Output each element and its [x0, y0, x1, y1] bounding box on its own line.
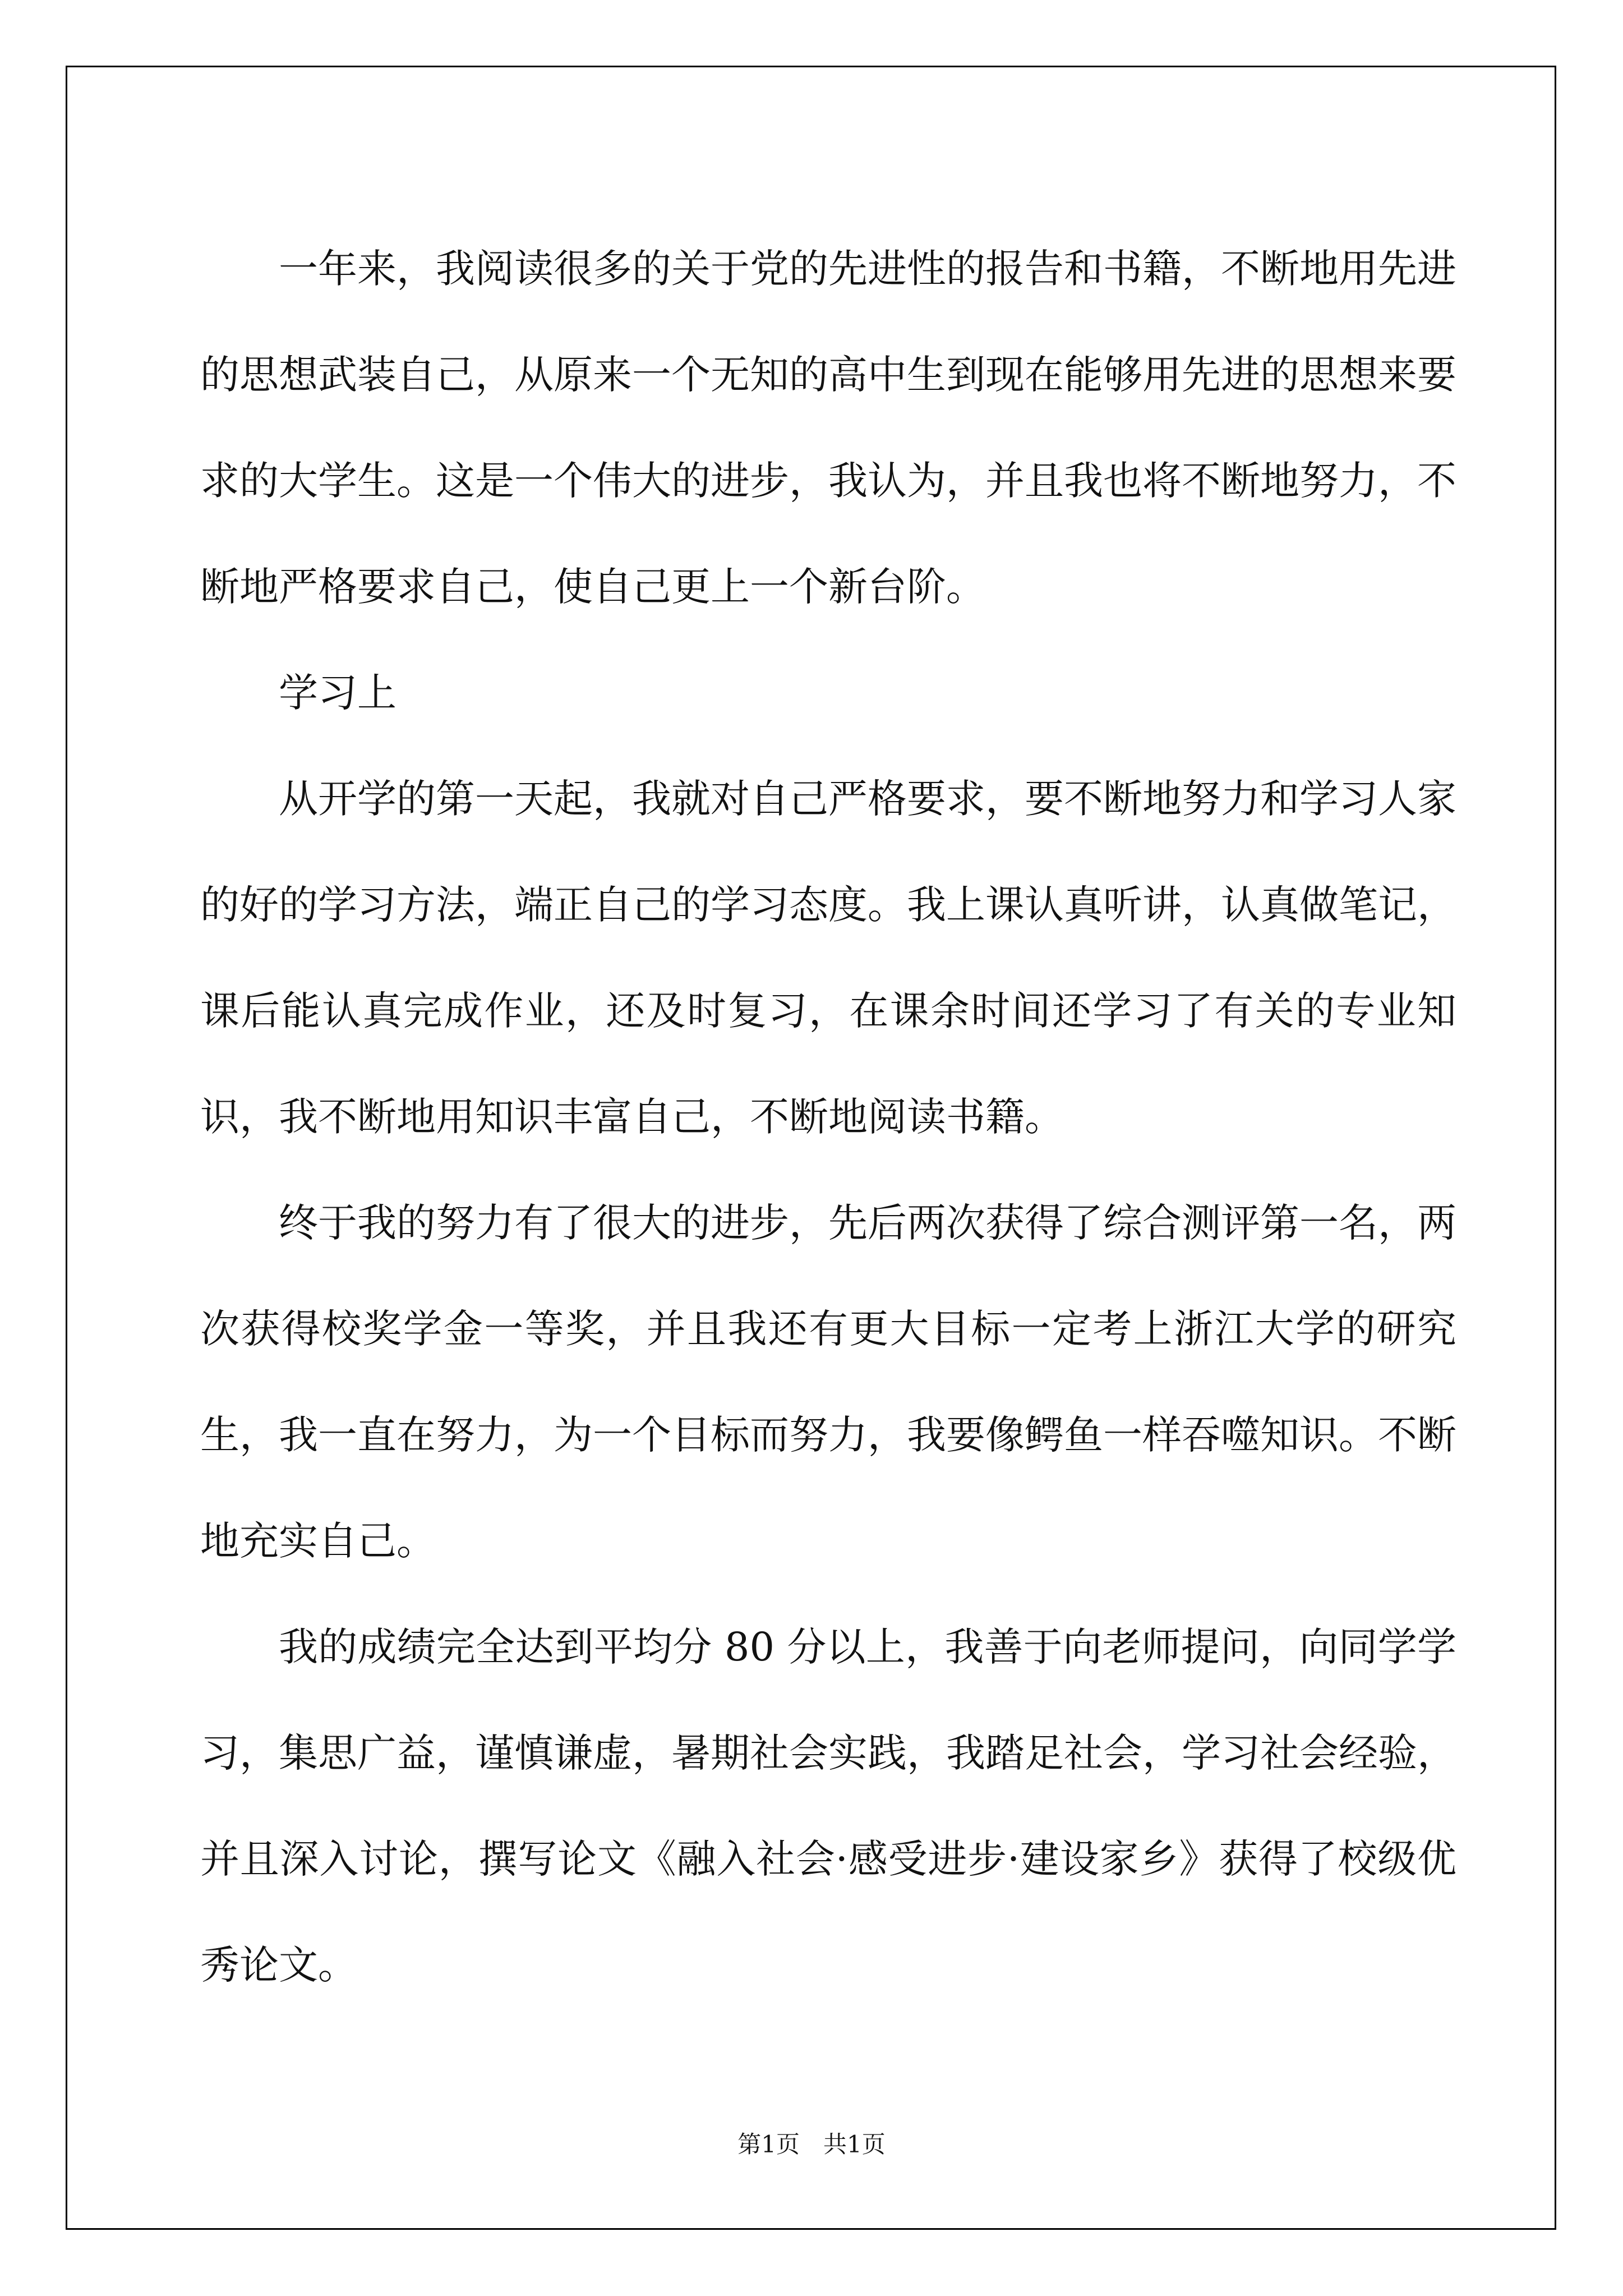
paragraph-2: 从开学的第一天起，我就对自己严格要求，要不断地努力和学习人家的好的学习方法，端正自己的学习态度。我上课认真听讲，认真做笔记，课后能认真完成作业，还及时复习，在课余时间还学习了有关的专业知识，我不断地用知识丰富自己，不断地阅读书籍。 [200, 776, 1456, 1140]
section-heading-study: 学习上 [279, 670, 396, 716]
paragraph-4: 我的成绩完全达到平均分 80 分以上，我善于向老师提问，向同学学习，集思广益，谨慎谦虚，暑期社会实践，我踏足社会，学习社会经验，并且深入讨论，撰写论文《融入社会·感受进步·建设家乡》获得了校级优秀论文。 [200, 1624, 1456, 1988]
document-body [200, 216, 1456, 2018]
page-footer: 第1页 共1页 [737, 2131, 886, 2158]
paragraph-3: 终于我的努力有了很大的进步，先后两次获得了综合测评第一名，两次获得校奖学金一等奖，并且我还有更大目标一定考上浙江大学的研究生，我一直在努力，为一个目标而努力，我要像鳄鱼一样吞噬知识。不断地充实自己。 [200, 1200, 1456, 1564]
paragraph-1: 一年来，我阅读很多的关于党的先进性的报告和书籍，不断地用先进的思想武装自己，从原来一个无知的高中生到现在能够用先进的思想来要求的大学生。这是一个伟大的进步，我认为，并且我也将不断地努力，不断地严格要求自己，使自己更上一个新台阶。 [200, 246, 1456, 610]
